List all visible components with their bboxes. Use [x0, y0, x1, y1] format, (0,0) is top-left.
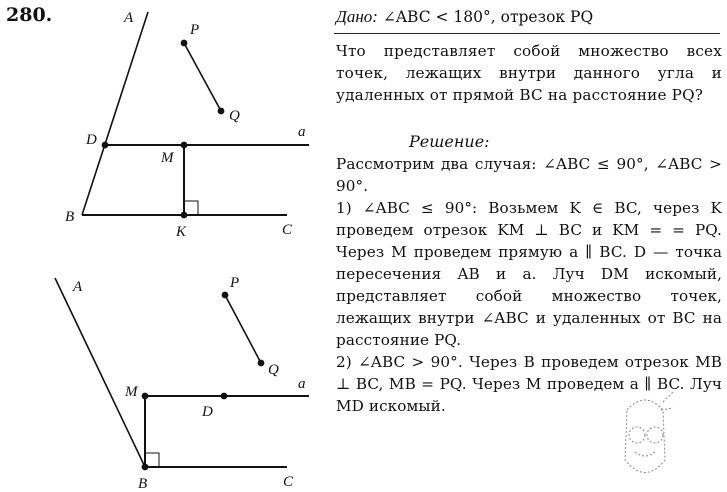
given-body: ∠ABC < 180°, отрезок PQ — [382, 8, 594, 26]
label-P: P — [230, 275, 240, 291]
question-text: Что представляет собой множество всех точек, лежащих внутри данного угла и удаленных от прямой BC на расстояние PQ? — [336, 42, 722, 104]
solution-case-1: 1) ∠ABC ≤ 90°: Возьмем K ∈ BC, через K проведем отрезок KM ⊥ BC и KM = = PQ. Через M проведем прямую a ∥ BC. D — точка пересечения AB и a. Луч DM искомый, представляет собой множество точек, лежащих внутри ∠ABC и удаленных от BC на расстояние PQ. — [336, 199, 722, 349]
label-D: D — [86, 132, 97, 148]
label-K: K — [176, 224, 187, 240]
label-Q: Q — [268, 362, 279, 378]
figure-acute-angle — [0, 0, 330, 250]
solution-case-2: 2) ∠ABC > 90°. Через B проведем отрезок MB ⊥ BC, MB = PQ. Через M проведем a ∥ BC. Луч MD искомый. — [336, 353, 722, 415]
label-Q: Q — [229, 108, 240, 124]
divider — [334, 33, 720, 34]
label-M: M — [125, 384, 138, 400]
label-B: B — [65, 209, 75, 225]
label-a: a — [298, 124, 306, 140]
problem-number: 280. — [6, 4, 53, 26]
owl-face-icon — [615, 390, 675, 485]
label-C: C — [283, 474, 294, 490]
label-B: B — [138, 476, 148, 492]
label-C: C — [282, 222, 293, 238]
label-M: M — [161, 150, 174, 166]
figure-obtuse-angle — [0, 250, 330, 492]
label-A: A — [124, 10, 134, 26]
label-A: A — [73, 279, 83, 295]
label-a: a — [298, 376, 306, 392]
given-line — [336, 6, 722, 28]
solution-intro: Рассмотрим два случая: ∠ABC ≤ 90°, ∠ABC > 90°. — [336, 155, 722, 195]
given-prefix: Дано: — [336, 7, 378, 26]
solution-title: Решение: — [409, 132, 490, 151]
label-P: P — [190, 22, 200, 38]
solution-body — [336, 153, 722, 417]
label-D: D — [202, 404, 213, 420]
